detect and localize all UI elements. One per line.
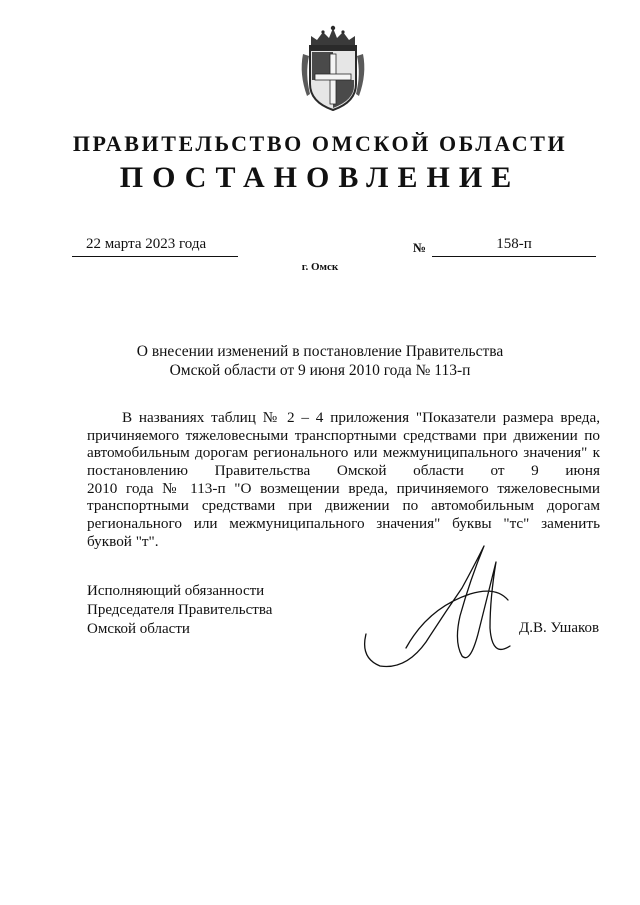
position-line: Исполняющий обязанности (87, 583, 265, 599)
document-type-title: ПОСТАНОВЛЕНИЕ (119, 161, 521, 194)
signer-name: Д.В. Ушаков (519, 620, 600, 636)
body-line: регионального или межмуниципального значения" буквы "тс" заменить (87, 515, 600, 533)
number-field (432, 234, 596, 257)
handwritten-signature (358, 538, 518, 680)
subject-line: Омской области от 9 июня 2010 года № 113-п (169, 362, 471, 379)
document-number: 158-п (496, 236, 532, 252)
number-sign: № (413, 240, 427, 255)
body-line: 2010 года № 113-п "О возмещении вреда, причиняемого тяжеловесными (87, 479, 600, 497)
body-line: буквой "т". (87, 532, 159, 550)
date-field (72, 234, 238, 257)
coat-of-arms-icon (297, 24, 369, 112)
document-subject (80, 342, 560, 380)
body-line: автомобильным дорогам регионального или межмуниципального значения" к (87, 444, 600, 462)
document-date: 22 марта 2023 года (86, 236, 207, 252)
body-line: В названиях таблиц № 2 – 4 приложения "Показатели размера вреда, (122, 409, 600, 426)
signatory-position (87, 582, 272, 639)
document-body (87, 409, 600, 551)
city-name: г. Омск (301, 261, 339, 273)
body-line: причиняемого тяжеловесными транспортными средствами при движении по (87, 426, 600, 444)
organization-title: ПРАВИТЕЛЬСТВО ОМСКОЙ ОБЛАСТИ (72, 131, 568, 156)
body-line: транспортными средствами при движении по автомобильным дорогам (87, 497, 600, 515)
body-line: постановлению Правительства Омской области от 9 июня (87, 462, 600, 480)
position-line: Омской области (87, 621, 190, 637)
position-line: Председателя Правительства (87, 602, 273, 618)
subject-line: О внесении изменений в постановление Правительства (136, 343, 504, 360)
